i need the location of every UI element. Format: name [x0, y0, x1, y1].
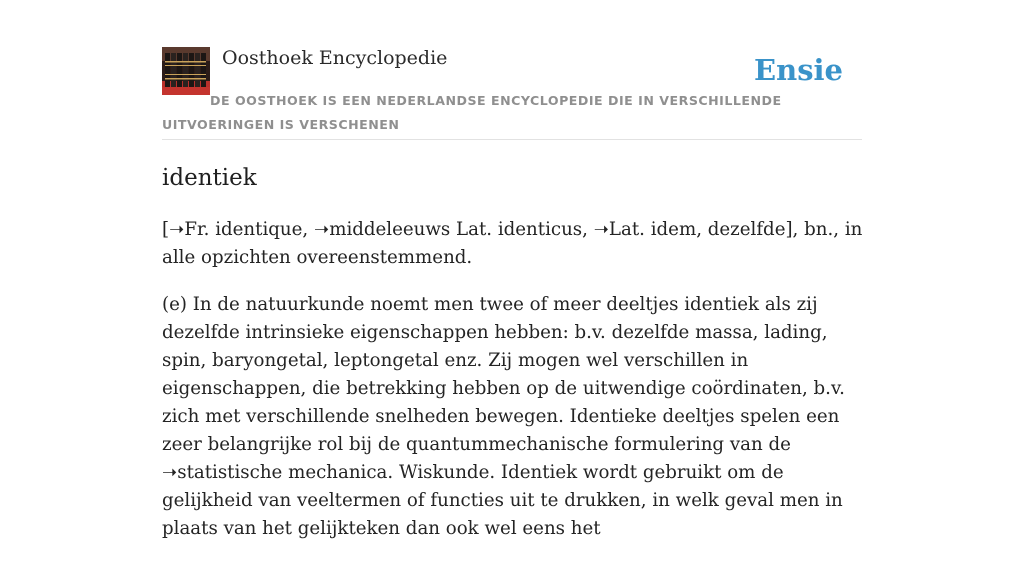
site-tagline: DE OOSTHOEK IS EEN NEDERLANDSE ENCYCLOPEDIE DIE IN VERSCHILLENDE UITVOERINGEN IS VERSCHENEN [162, 93, 782, 132]
site-header [162, 46, 862, 140]
etymology-paragraph: [➝Fr. identique, ➝middeleeuws Lat. identicus, ➝Lat. idem, dezelfde], bn., in alle opzichten overeenstemmend. [162, 219, 863, 268]
site-name[interactable]: Oosthoek Encyclopedie [222, 47, 448, 69]
definition-paragraph: (e) In de natuurkunde noemt men twee of meer deeltjes identiek als zij dezelfde intrinsieke eigenschappen hebben: b.v. dezelfde massa, lading, spin, baryongetal, leptongetal enz. Zij mogen wel verschillen in eigenschappen, die betrekking hebben op de uitwendige coördinaten, b.v. zich met verschillende snelheden bewegen. Identieke deeltjes spelen een zeer belangrijke rol bij de quantummechanische formulering van de ➝statistische mechanica. Wiskunde. Identiek wordt gebruikt om de gelijkheid van veeltermen of functies uit te drukken, in welk geval men in plaats van het gelijkteken dan ook wel eens het [162, 294, 845, 539]
book-spines-avatar-icon[interactable] [162, 47, 210, 95]
brand-logo[interactable]: Ensie [754, 53, 843, 87]
article-body [162, 216, 874, 562]
page-title: identiek [162, 165, 257, 191]
